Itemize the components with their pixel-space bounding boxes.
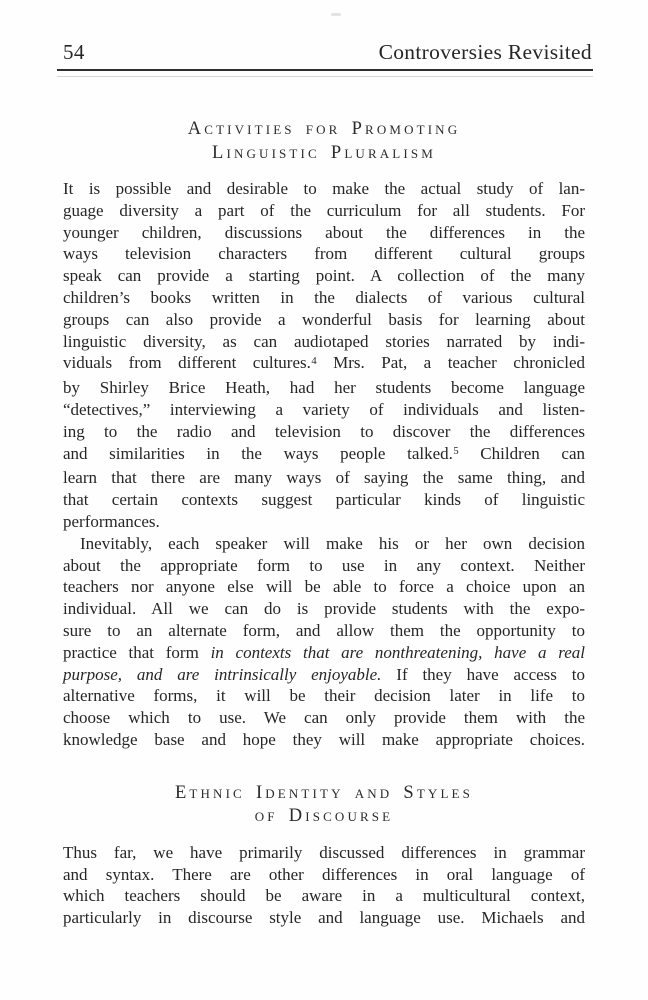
section-heading	[63, 782, 585, 829]
footnote-reference: 4	[311, 355, 317, 367]
text-line: children’s books written in the dialects of various cultural	[63, 287, 585, 307]
text-line: and similarities in the ways people talked.$^5$ Children can	[63, 443, 585, 463]
page-body	[63, 118, 585, 929]
text-line: about the appropriate form to use in any context. Neither	[63, 555, 585, 575]
section	[63, 118, 585, 751]
text-line: It is possible and desirable to make the actual study of lan-	[63, 179, 585, 198]
heading-line: Linguistic Pluralism	[212, 142, 436, 163]
header-rule	[57, 69, 593, 71]
text-line: Thus far, we have primarily discussed differences in grammar	[63, 842, 585, 862]
text-line: alternative forms, it will be their decision later in life to	[63, 686, 585, 706]
text-line: teachers nor anyone else will be able to force a choice upon an	[63, 577, 585, 597]
text-line: choose which to use. We can only provide them with the	[63, 708, 585, 728]
heading-line: Ethnic Identity and Styles	[174, 782, 474, 803]
section-heading	[63, 118, 585, 165]
text-line: speak can provide a starting point. A collection of the many	[63, 266, 585, 286]
text-line: ing to the radio and television to discover the differences	[63, 421, 585, 441]
text-line: individual. All we can do is provide students with the expo-	[63, 599, 585, 619]
text-line: that certain contexts suggest particular kinds of linguistic	[63, 490, 585, 510]
paragraph	[63, 842, 585, 929]
italic-text: in contexts that are nonthreatening, have a real	[210, 642, 585, 662]
text-line: linguistic diversity, as can audiotaped stories narrated by indi-	[63, 331, 585, 351]
running-head: Controversies Revisited	[378, 40, 592, 64]
text-line: knowledge base and hope they will make appropriate choices.	[63, 729, 585, 749]
text-line: which teachers should be aware in a multicultural context,	[63, 886, 585, 906]
heading-line: Activities for Promoting	[187, 119, 461, 139]
page-number: 54	[63, 40, 85, 64]
paragraph	[63, 533, 585, 751]
text-line: guage diversity a part of the curriculum for all students. For	[63, 200, 585, 220]
text-line: practice that form in contexts that are nonthreatening, have a real	[63, 642, 585, 662]
text-line: by Shirley Brice Heath, had her students become language	[63, 378, 585, 398]
text-line: groups can also provide a wonderful basis for learning about	[63, 309, 585, 329]
paragraph	[63, 178, 585, 533]
text-line: viduals from different cultures.$^4$ Mrs. Pat, a teacher chronicled	[63, 353, 585, 373]
text-line: and syntax. There are other differences in oral language of	[63, 864, 585, 884]
text-line: purpose, and are intrinsically enjoyable. If they have access to	[63, 664, 585, 684]
text-line: “detectives,” interviewing a variety of individuals and listen-	[63, 399, 585, 419]
section	[63, 782, 585, 929]
text-line: sure to an alternate form, and allow them the opportunity to	[63, 620, 585, 640]
text-line: performances.	[63, 511, 160, 531]
text-line: younger children, discussions about the differences in the	[63, 222, 585, 242]
heading-line: of Discourse	[254, 806, 394, 827]
footnote-reference: 5	[453, 446, 459, 458]
header-rule-echo	[57, 76, 593, 77]
text-line: Inevitably, each speaker will make his or her own decision	[80, 533, 585, 553]
page-header	[57, 0, 593, 77]
italic-text: purpose, and are intrinsically enjoyable.	[63, 664, 382, 684]
running-head-row	[57, 40, 593, 69]
text-line: particularly in discourse style and language use. Michaels and	[63, 908, 585, 928]
text-line: ways television characters from different cultural groups	[63, 244, 585, 264]
text-line: learn that there are many ways of saying the same thing, and	[63, 468, 585, 488]
